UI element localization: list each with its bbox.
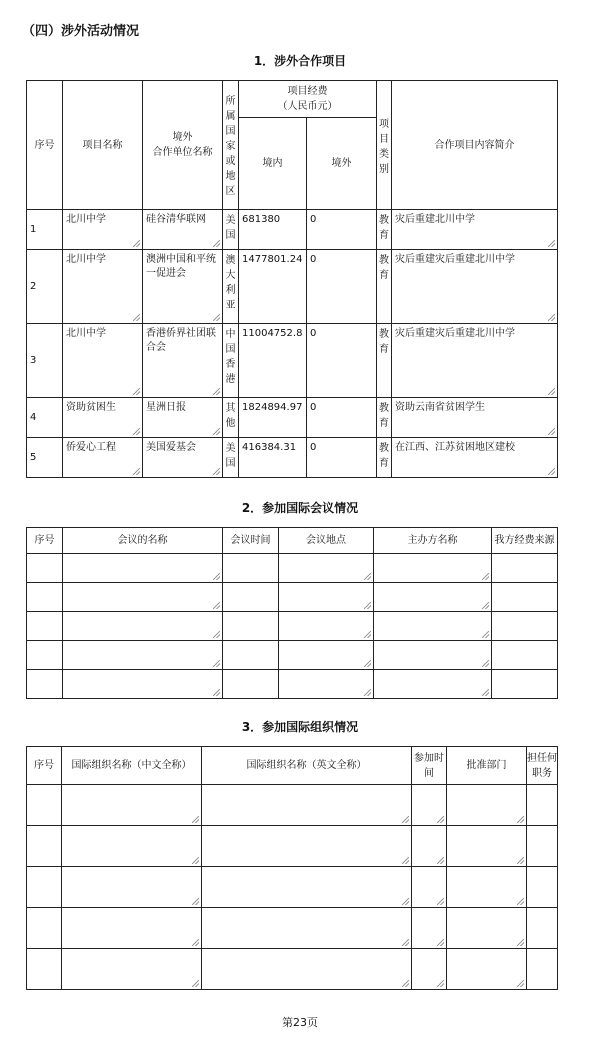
resize-grip-icon[interactable] [133, 428, 140, 435]
resize-grip-icon[interactable] [402, 898, 409, 905]
summary-field[interactable] [392, 250, 558, 324]
empty-input-field[interactable] [492, 670, 558, 699]
empty-input-field[interactable] [63, 583, 223, 612]
category-text: 教育 [379, 215, 389, 241]
header-conference-location: 会议地点 [279, 528, 374, 554]
table-row [27, 210, 558, 250]
resize-grip-icon[interactable] [133, 240, 140, 247]
empty-input-field[interactable] [62, 826, 202, 867]
partner-field[interactable] [143, 398, 223, 438]
resize-grip-icon[interactable] [213, 689, 220, 696]
empty-input-field[interactable] [527, 908, 558, 949]
table-row [27, 949, 558, 990]
empty-input-field[interactable] [279, 641, 374, 670]
project-name-text: 北川中学 [66, 328, 106, 339]
resize-grip-icon[interactable] [548, 428, 555, 435]
summary-text: 灾后重建北川中学 [395, 214, 475, 225]
header-conference-time: 会议时间 [223, 528, 279, 554]
foreign-funding-text: 0 [310, 254, 317, 265]
resize-grip-icon[interactable] [364, 573, 371, 580]
empty-input-field[interactable] [202, 867, 412, 908]
row-seq [27, 641, 63, 670]
header-country [223, 81, 239, 210]
foreign-funding-field[interactable] [307, 250, 377, 324]
country-field[interactable] [223, 438, 239, 478]
foreign-funding-field[interactable] [307, 438, 377, 478]
row-seq [27, 612, 63, 641]
header-category-text: 项目类别 [379, 118, 389, 175]
resize-grip-icon[interactable] [437, 939, 444, 946]
partner-text: 澳洲中国和平统一促进会 [146, 254, 216, 279]
table3-title: 3．参加国际组织情况 [241, 720, 359, 734]
table-row [27, 398, 558, 438]
resize-grip-icon[interactable] [133, 314, 140, 321]
empty-input-field[interactable] [412, 785, 447, 826]
country-text: 美国 [225, 215, 236, 241]
header-join-time [412, 747, 447, 785]
row-seq [27, 867, 62, 908]
header-category [377, 81, 392, 210]
table-row [27, 867, 558, 908]
resize-grip-icon[interactable] [482, 631, 489, 638]
header-role-line2: 职务 [532, 767, 552, 779]
empty-input-field[interactable] [202, 785, 412, 826]
resize-grip-icon[interactable] [482, 660, 489, 667]
resize-grip-icon[interactable] [482, 689, 489, 696]
project-name-field[interactable] [63, 210, 143, 250]
header-conference-name: 会议的名称 [63, 528, 223, 554]
resize-grip-icon[interactable] [192, 939, 199, 946]
header-seq: 序号 [27, 747, 62, 785]
domestic-funding-text: 11004752.8 [242, 328, 303, 339]
empty-input-field[interactable] [527, 867, 558, 908]
summary-text: 在江西、江苏贫困地区建校 [395, 442, 515, 453]
resize-grip-icon[interactable] [548, 388, 555, 395]
domestic-funding-text: 1477801.24 [242, 254, 303, 265]
table-row [27, 438, 558, 478]
category-text: 教育 [379, 443, 389, 469]
header-funding [239, 81, 377, 118]
domestic-funding-field[interactable] [239, 438, 307, 478]
country-text: 中国香港 [225, 329, 236, 385]
resize-grip-icon[interactable] [517, 857, 524, 864]
empty-input-field[interactable] [527, 949, 558, 990]
empty-input-field[interactable] [279, 554, 374, 583]
summary-field[interactable] [392, 398, 558, 438]
header-partner-line1: 境外 [172, 132, 193, 143]
domestic-funding-field[interactable] [239, 324, 307, 398]
row-seq [27, 949, 62, 990]
resize-grip-icon[interactable] [517, 816, 524, 823]
empty-input-field[interactable] [527, 785, 558, 826]
header-org-name-cn: 国际组织名称（中文全称） [62, 747, 202, 785]
row-seq: 4 [27, 398, 63, 438]
row-seq: 2 [27, 250, 63, 324]
table1-title: 1．涉外合作项目 [253, 54, 347, 68]
empty-input-field[interactable] [202, 826, 412, 867]
empty-input-field[interactable] [223, 583, 279, 612]
empty-input-field[interactable] [447, 908, 527, 949]
partner-field[interactable] [143, 324, 223, 398]
foreign-cooperation-table [26, 80, 558, 478]
empty-input-field[interactable] [279, 583, 374, 612]
header-country-text: 所属国家或地区 [225, 96, 236, 197]
project-name-field[interactable] [63, 398, 143, 438]
resize-grip-icon[interactable] [548, 468, 555, 475]
table2-title: 2．参加国际会议情况 [241, 501, 359, 515]
header-funding-line2: （人民币元） [277, 101, 338, 112]
empty-input-field[interactable] [223, 554, 279, 583]
resize-grip-icon[interactable] [517, 898, 524, 905]
table-row [27, 250, 558, 324]
table-row [27, 785, 558, 826]
resize-grip-icon[interactable] [548, 314, 555, 321]
partner-text: 星洲日报 [146, 402, 186, 413]
empty-input-field[interactable] [447, 826, 527, 867]
resize-grip-icon[interactable] [213, 631, 220, 638]
project-name-field[interactable] [63, 250, 143, 324]
foreign-funding-text: 0 [310, 214, 317, 225]
empty-input-field[interactable] [492, 583, 558, 612]
summary-text: 资助云南省贫困学生 [395, 402, 485, 413]
resize-grip-icon[interactable] [213, 388, 220, 395]
country-field[interactable] [223, 324, 239, 398]
row-seq [27, 554, 63, 583]
summary-field[interactable] [392, 438, 558, 478]
header-domestic: 境内 [239, 118, 307, 210]
resize-grip-icon[interactable] [192, 898, 199, 905]
country-text: 其他 [225, 403, 236, 429]
resize-grip-icon[interactable] [213, 314, 220, 321]
foreign-funding-field[interactable] [307, 398, 377, 438]
partner-text: 美国爱基会 [146, 442, 196, 453]
resize-grip-icon[interactable] [364, 689, 371, 696]
summary-field[interactable] [392, 210, 558, 250]
summary-text: 灾后重建灾后重建北川中学 [395, 254, 515, 265]
country-field[interactable] [223, 250, 239, 324]
empty-input-field[interactable] [492, 641, 558, 670]
resize-grip-icon[interactable] [364, 631, 371, 638]
category-field[interactable] [377, 250, 392, 324]
header-partner-line2: 合作单位名称 [152, 147, 213, 158]
resize-grip-icon[interactable] [437, 857, 444, 864]
domestic-funding-text: 1824894.97 [242, 402, 303, 413]
header-foreign: 境外 [307, 118, 377, 210]
empty-input-field[interactable] [63, 554, 223, 583]
resize-grip-icon[interactable] [192, 816, 199, 823]
resize-grip-icon[interactable] [437, 980, 444, 987]
partner-field[interactable] [143, 438, 223, 478]
header-org-name-en: 国际组织名称（英文全称） [202, 747, 412, 785]
empty-input-field[interactable] [374, 612, 492, 641]
header-approver: 批准部门 [447, 747, 527, 785]
header-funding-line1: 项目经费 [287, 86, 328, 97]
category-text: 教育 [379, 255, 389, 281]
country-field[interactable] [223, 398, 239, 438]
section-header: （四）涉外活动情况 [22, 24, 140, 39]
international-organization-table [26, 746, 558, 990]
page-number: 第23页 [282, 1016, 318, 1029]
resize-grip-icon[interactable] [192, 980, 199, 987]
domestic-funding-field[interactable] [239, 398, 307, 438]
row-seq: 1 [27, 210, 63, 250]
header-seq: 序号 [27, 81, 63, 210]
empty-input-field[interactable] [63, 670, 223, 699]
row-seq: 5 [27, 438, 63, 478]
resize-grip-icon[interactable] [213, 602, 220, 609]
domestic-funding-text: 681380 [242, 214, 281, 225]
resize-grip-icon[interactable] [213, 660, 220, 667]
empty-input-field[interactable] [63, 612, 223, 641]
header-summary: 合作项目内容简介 [392, 81, 558, 210]
partner-field[interactable] [143, 250, 223, 324]
row-seq: 3 [27, 324, 63, 398]
empty-input-field[interactable] [62, 785, 202, 826]
empty-input-field[interactable] [412, 826, 447, 867]
table-row [27, 612, 558, 641]
foreign-funding-text: 0 [310, 328, 317, 339]
resize-grip-icon[interactable] [482, 602, 489, 609]
country-field[interactable] [223, 210, 239, 250]
empty-input-field[interactable] [412, 949, 447, 990]
category-field[interactable] [377, 398, 392, 438]
resize-grip-icon[interactable] [437, 898, 444, 905]
country-text: 澳大利亚 [225, 255, 236, 311]
row-seq [27, 583, 63, 612]
empty-input-field[interactable] [412, 867, 447, 908]
resize-grip-icon[interactable] [213, 468, 220, 475]
resize-grip-icon[interactable] [213, 428, 220, 435]
empty-input-field[interactable] [492, 612, 558, 641]
empty-input-field[interactable] [492, 554, 558, 583]
resize-grip-icon[interactable] [402, 980, 409, 987]
empty-input-field[interactable] [279, 612, 374, 641]
project-name-field[interactable] [63, 324, 143, 398]
partner-text: 硅谷清华联网 [146, 214, 206, 225]
partner-text: 香港侨界社团联合会 [146, 328, 216, 353]
header-funding-source: 我方经费来源 [492, 528, 558, 554]
table-row [27, 826, 558, 867]
domestic-funding-text: 416384.31 [242, 442, 297, 453]
header-join-time-line2: 间 [424, 767, 434, 779]
empty-input-field[interactable] [62, 867, 202, 908]
table-row [27, 670, 558, 699]
empty-input-field[interactable] [374, 583, 492, 612]
category-text: 教育 [379, 329, 389, 355]
header-role [527, 747, 558, 785]
row-seq [27, 908, 62, 949]
category-field[interactable] [377, 210, 392, 250]
resize-grip-icon[interactable] [402, 816, 409, 823]
empty-input-field[interactable] [279, 670, 374, 699]
empty-input-field[interactable] [447, 785, 527, 826]
partner-field[interactable] [143, 210, 223, 250]
resize-grip-icon[interactable] [402, 939, 409, 946]
domestic-funding-field[interactable] [239, 210, 307, 250]
resize-grip-icon[interactable] [364, 602, 371, 609]
empty-input-field[interactable] [527, 826, 558, 867]
resize-grip-icon[interactable] [517, 980, 524, 987]
project-name-text: 北川中学 [66, 214, 106, 225]
table-row [27, 554, 558, 583]
header-partner [143, 81, 223, 210]
foreign-funding-text: 0 [310, 402, 317, 413]
table-row [27, 583, 558, 612]
foreign-funding-text: 0 [310, 442, 317, 453]
header-project-name: 项目名称 [63, 81, 143, 210]
empty-input-field[interactable] [202, 949, 412, 990]
empty-input-field[interactable] [374, 670, 492, 699]
empty-input-field[interactable] [412, 908, 447, 949]
header-role-line1: 担任何 [527, 752, 557, 764]
empty-input-field[interactable] [223, 612, 279, 641]
empty-input-field[interactable] [223, 670, 279, 699]
resize-grip-icon[interactable] [517, 939, 524, 946]
table-row [27, 641, 558, 670]
foreign-funding-field[interactable] [307, 210, 377, 250]
international-conference-table [26, 527, 558, 699]
empty-input-field[interactable] [63, 641, 223, 670]
table-row [27, 324, 558, 398]
resize-grip-icon[interactable] [213, 573, 220, 580]
resize-grip-icon[interactable] [548, 240, 555, 247]
project-name-text: 北川中学 [66, 254, 106, 265]
resize-grip-icon[interactable] [437, 816, 444, 823]
header-host: 主办方名称 [374, 528, 492, 554]
row-seq [27, 826, 62, 867]
header-join-time-line1: 参加时 [414, 752, 444, 764]
empty-input-field[interactable] [374, 554, 492, 583]
empty-input-field[interactable] [202, 908, 412, 949]
resize-grip-icon[interactable] [364, 660, 371, 667]
row-seq [27, 670, 63, 699]
row-seq [27, 785, 62, 826]
empty-input-field[interactable] [223, 641, 279, 670]
project-name-text: 资助贫困生 [66, 402, 116, 413]
resize-grip-icon[interactable] [402, 857, 409, 864]
summary-field[interactable] [392, 324, 558, 398]
category-field[interactable] [377, 324, 392, 398]
category-field[interactable] [377, 438, 392, 478]
project-name-field[interactable] [63, 438, 143, 478]
country-text: 美国 [225, 443, 236, 469]
resize-grip-icon[interactable] [482, 573, 489, 580]
summary-text: 灾后重建灾后重建北川中学 [395, 328, 515, 339]
empty-input-field[interactable] [447, 949, 527, 990]
resize-grip-icon[interactable] [213, 240, 220, 247]
category-text: 教育 [379, 403, 389, 429]
empty-input-field[interactable] [447, 867, 527, 908]
empty-input-field[interactable] [62, 908, 202, 949]
project-name-text: 侨爱心工程 [66, 442, 116, 453]
foreign-funding-field[interactable] [307, 324, 377, 398]
resize-grip-icon[interactable] [133, 468, 140, 475]
resize-grip-icon[interactable] [192, 857, 199, 864]
header-seq: 序号 [27, 528, 63, 554]
empty-input-field[interactable] [374, 641, 492, 670]
table-row [27, 908, 558, 949]
domestic-funding-field[interactable] [239, 250, 307, 324]
resize-grip-icon[interactable] [133, 388, 140, 395]
empty-input-field[interactable] [62, 949, 202, 990]
